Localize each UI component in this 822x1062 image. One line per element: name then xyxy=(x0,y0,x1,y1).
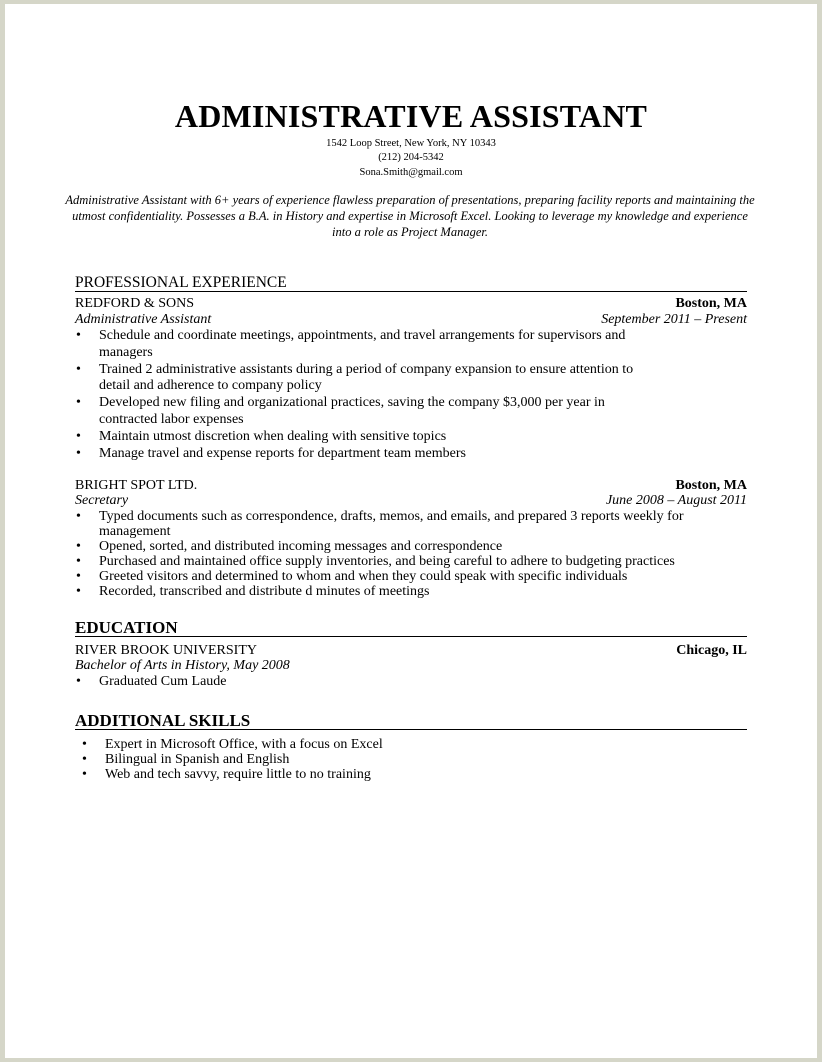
list-item: • Schedule and coordinate meetings, appointments, and travel arrangements for supervisors and managers xyxy=(75,328,665,362)
list-item: • Expert in Microsoft Office, with a focus on Excel xyxy=(81,737,681,752)
school-name: RIVER BROOK UNIVERSITY xyxy=(75,643,257,658)
job-title: Secretary xyxy=(75,493,129,508)
list-item: • Opened, sorted, and distributed incoming messages and correspondence xyxy=(75,539,725,554)
list-item: • Trained 2 administrative assistants during a period of company expansion to ensure attention to detail and adherence to company policy xyxy=(75,362,665,396)
job-dates: June 2008 – August 2011 xyxy=(605,493,747,508)
school-header xyxy=(75,643,747,659)
list-item: • Maintain utmost discretion when dealing with sensitive topics xyxy=(75,429,665,446)
address: 1542 Loop Street, New York, NY 10343 xyxy=(326,138,496,149)
phone: (212) 204-5342 xyxy=(378,152,444,163)
section-heading-label: PROFESSIONAL EXPERIENCE xyxy=(75,274,287,291)
job-subheader xyxy=(75,493,747,509)
section-heading-skills xyxy=(75,712,747,730)
summary: Administrative Assistant with 6+ years of experience flawless preparation of presentations, preparing facility reports and maintaining the utmost confidentiality. Possesses a B.A. in History and expertise in Microsoft Excel. Looking to leverage my knowledge and experience into a role as Project Manager. xyxy=(65,193,755,239)
list-item: • Manage travel and expense reports for department team members xyxy=(75,446,665,463)
job-subheader xyxy=(75,312,747,328)
list-item: • Typed documents such as correspondence, drafts, memos, and emails, and prepared 3 reports weekly for management xyxy=(75,509,725,539)
job-title: Administrative Assistant xyxy=(75,312,212,327)
section-heading-experience xyxy=(75,274,747,292)
list-item: • Bilingual in Spanish and English xyxy=(81,752,681,767)
degree-text: Bachelor of Arts in History, May 2008 xyxy=(75,658,290,673)
job-header xyxy=(75,478,747,494)
list-item: • Greeted visitors and determined to whom and when they could speak with specific individuals xyxy=(75,569,725,584)
section-heading-education xyxy=(75,619,747,637)
company-name: REDFORD & SONS xyxy=(75,296,195,311)
section-heading-label: EDUCATION xyxy=(75,618,178,637)
job-location: Boston, MA xyxy=(675,296,747,311)
degree xyxy=(75,658,747,674)
education-bullets xyxy=(75,674,675,689)
company-name: BRIGHT SPOT LTD. xyxy=(75,478,198,493)
section-heading-label: ADDITIONAL SKILLS xyxy=(75,711,251,730)
list-item: • Web and tech savvy, require little to no training xyxy=(81,767,681,782)
job-header xyxy=(75,296,747,312)
school-location: Chicago, IL xyxy=(676,643,747,658)
job-dates: September 2011 – Present xyxy=(601,312,747,327)
page-title: ADMINISTRATIVE ASSISTANT xyxy=(174,98,648,134)
list-item: • Recorded, transcribed and distribute d minutes of meetings xyxy=(75,584,725,599)
job-bullets xyxy=(75,328,665,462)
job-bullets xyxy=(75,509,725,599)
resume-page xyxy=(5,4,817,1058)
job-location: Boston, MA xyxy=(675,478,747,493)
list-item: • Graduated Cum Laude xyxy=(75,674,675,689)
list-item: • Purchased and maintained office supply inventories, and being careful to adhere to budgeting practices xyxy=(75,554,725,569)
list-item: • Developed new filing and organizational practices, saving the company $3,000 per year in contracted labor expenses xyxy=(75,395,665,429)
skills-bullets xyxy=(81,737,681,782)
email: Sona.Smith@gmail.com xyxy=(359,167,463,178)
